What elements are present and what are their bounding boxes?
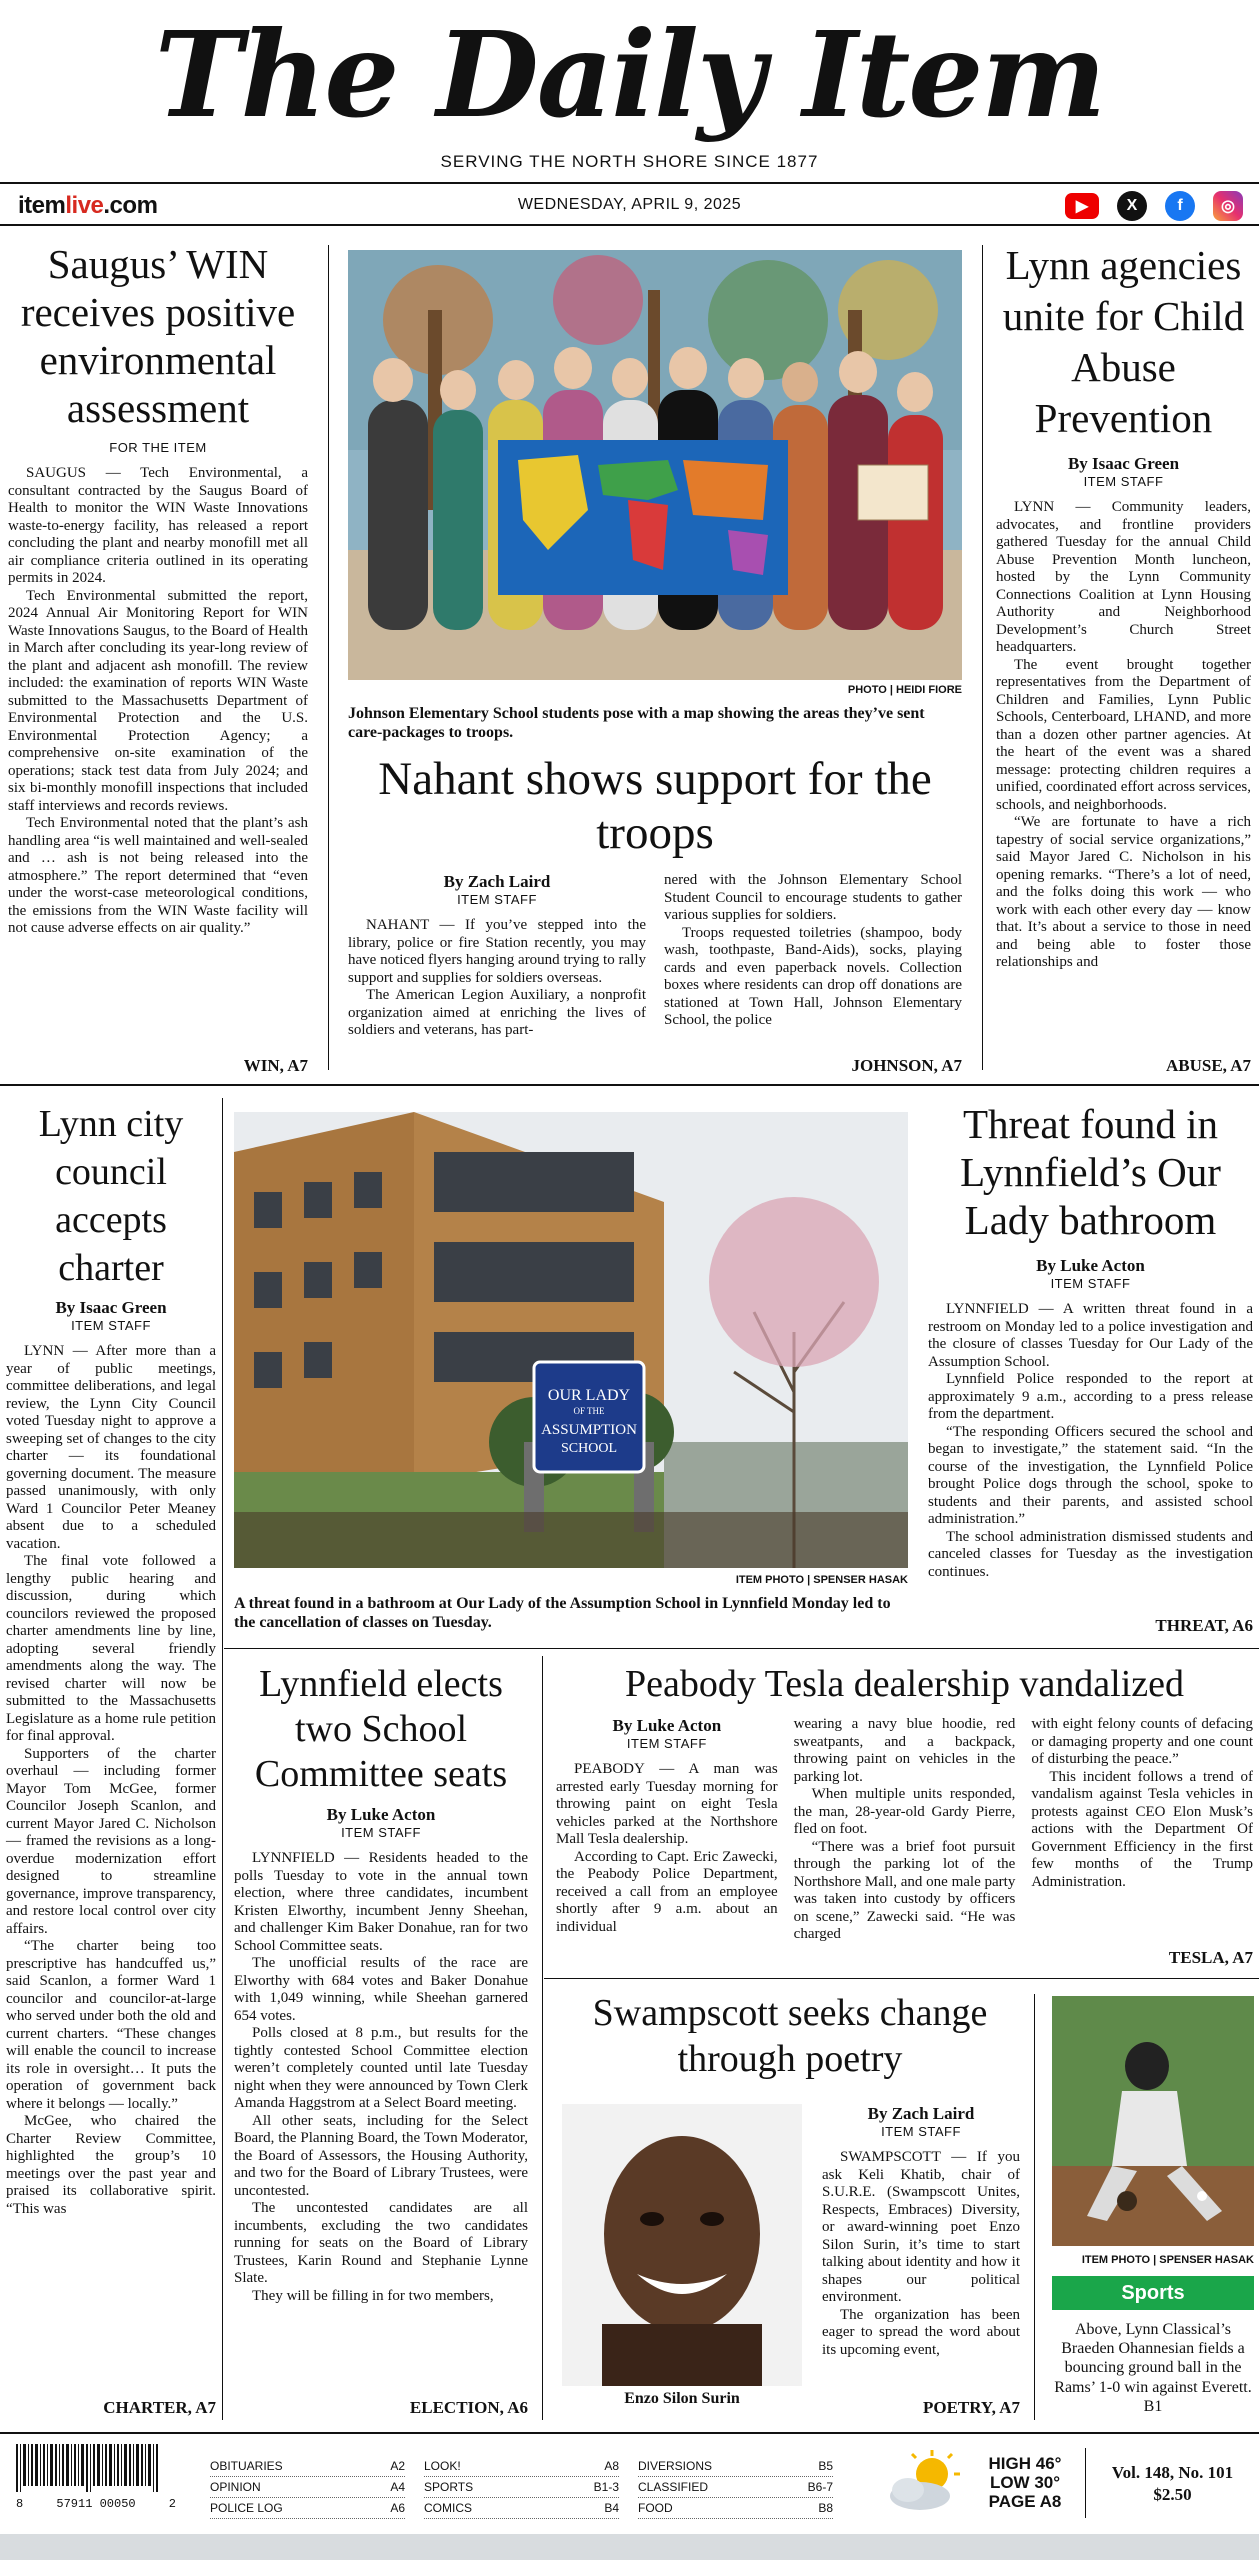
photo-credit: ITEM PHOTO | SPENSER HASAK [1081, 2254, 1254, 2266]
byline: By Zach Laird [443, 872, 551, 891]
baseball-photo-image [1052, 1996, 1254, 2246]
paragraph: All other seats, including for the Select Board, the Planning Board, the Town Moderator, the Board of Assessors, the Housing Authority, and two for the Board of Library Trustees, were uncontested. [234, 2112, 528, 2199]
section-divider [224, 1648, 1259, 1649]
paragraph: The unofficial results of the race are Elworthy with 684 votes and Baker Donahue with 1,049 winning, while Sheehan garnered 654 votes. [234, 1955, 528, 2024]
newspaper-tagline: SERVING THE NORTH SHORE SINCE 1877 [440, 152, 819, 171]
column-divider [982, 245, 983, 1070]
photo-caption: A threat found in a bathroom at Our Lady of the Assumption School in Lynnfield Monday led to the cancellation of classes on Tuesday. [234, 1595, 891, 1632]
paragraph: This incident follows a trend of vandalism against Tesla vehicles in protests against CEO Elon Musk’s actions with the Department Of Government Efficiency in the first few months of the Trump Administration. [1031, 1768, 1254, 1890]
school-photo-image [234, 1112, 908, 1568]
headline[interactable]: Lynn city council accepts charter [38, 1103, 184, 1289]
paragraph: When multiple units responded, the man, 28-year-old Gardy Pierre, fled on foot. [793, 1786, 1016, 1837]
jump-link[interactable]: ELECTION, A6 [409, 2398, 528, 2417]
story-lynnfield-threat [928, 1100, 1253, 1636]
social-links [1065, 191, 1243, 221]
sign-text: OUR LADY [547, 1387, 631, 1404]
instagram-icon[interactable]: ◎ [1213, 191, 1243, 221]
weather-low: LOW 30° [989, 2473, 1061, 2492]
paragraph: LYNNFIELD — Residents headed to the polls Tuesday to vote in the annual town election, where three candidates, incumbent Kristen Elworthy, incumbent Jenny Sheehan, and challenger Kim Baker Donahue, ran for two School Committee seats. [234, 1850, 528, 1954]
headline[interactable]: Lynnfield elects two School Committee seats [254, 1663, 508, 1795]
barcode-icon [16, 2444, 161, 2492]
photo-enzo-silon-surin[interactable] [562, 2104, 802, 2386]
paragraph: PEABODY — A man was arrested early Tuesday morning for throwing paint on eight Tesla vehicles parked at the Northshore Mall Tesla dealership. [556, 1761, 778, 1847]
article-body [822, 2149, 1020, 2359]
paragraph: SWAMPSCOTT — If you ask Keli Khatib, chair of S.U.R.E. (Swampscott Unites, Respects, Embraces) Diversity, or award-winning poet Enzo Silon Surin, it’s time to start talking about identity and how it shapes our political environment. [822, 2149, 1020, 2305]
paragraph: The organization has been eager to spread the word about its upcoming event, [822, 2306, 1020, 2358]
column-divider [222, 1098, 223, 2420]
paragraph: Lynnfield Police responded to the report at approximately 9 a.m., according to a press release from the department. [928, 1371, 1253, 1422]
jump-link[interactable]: ABUSE, A7 [1165, 1056, 1251, 1075]
youtube-icon[interactable]: ▶ [1065, 193, 1099, 219]
index-entry[interactable]: POLICE LOG A6 [210, 2498, 405, 2519]
index-entry[interactable]: COMICS B4 [424, 2498, 619, 2519]
weather-summary[interactable] [975, 2454, 1075, 2511]
photo-credit: PHOTO | HEIDI FIORE [847, 684, 962, 696]
jump-link[interactable]: CHARTER, A7 [103, 2398, 216, 2417]
issue-price: $2.50 [1153, 2485, 1192, 2504]
byline: By Luke Acton [326, 1805, 436, 1824]
article-body [8, 465, 308, 938]
paragraph: LYNN — Community leaders, advocates, and frontline providers gathered Tuesday for the annual Child Abuse Prevention Month luncheon, hosted by the Lynn Community Connections Coalition at Lynn Housing Authority and Neighborhood Development’s Church Street headquarters. [996, 499, 1251, 655]
byline-staff: ITEM STAFF [341, 1825, 421, 1840]
top-bar [0, 182, 1259, 226]
logo-text-item: item [18, 192, 66, 219]
column-divider [1034, 1994, 1035, 2420]
headline[interactable]: Nahant shows support for the troops [378, 753, 932, 859]
logo-text-domain: .com [103, 192, 158, 219]
column-divider [328, 245, 329, 1070]
students-photo-image [348, 250, 962, 680]
paragraph: Supporters of the charter overhaul — including former Mayor Tom McGee, former Councilor Joseph Scanlon, and current Mayor Jared C. Nicholson — framed the revisions as a long-overdue modernization effort designed to streamline governance, improve transparency, and restore local control over city affairs. [6, 1745, 216, 1937]
story-nahant-troops [348, 752, 962, 1076]
paragraph: LYNNFIELD — A written threat found in a restroom on Monday led to a police investigation and the closure of classes Tuesday for Our Lady of the Assumption School. [928, 1301, 1253, 1370]
footer-bar [0, 2432, 1259, 2532]
jump-link[interactable]: POETRY, A7 [922, 2398, 1020, 2417]
sports-teaser [1052, 1996, 1254, 2420]
paragraph: The uncontested candidates are all incumbents, excluding the two candidates running for seats on the Board of Library Trustees, Karin Round and Stephanie Lynne Slate. [234, 2200, 528, 2286]
story-swampscott-poetry [560, 1990, 1020, 2418]
paragraph: “We are fortunate to have a rich tapestry of social service organizations,” said Mayor Jared C. Nicholson in his opening remarks. “There’s a lot of need, and the folks doing this work — who work with each other every day — know that. It’s about a service to those in need and being able to foster those relationships and [996, 814, 1251, 970]
story-peabody-tesla [556, 1662, 1253, 1968]
paragraph: The American Legion Auxiliary, a nonprofit organization aimed at enriching the lives of soldiers and veterans, has part- [348, 987, 646, 1038]
article-body [234, 1850, 528, 2305]
byline: By Isaac Green [1067, 454, 1180, 473]
paragraph: Troops requested toiletries (shampoo, body wash, toothpaste, Band-Aids), socks, playing cards and even paperback novels. Collection boxes where residents can drop off donations are stationed at Town Hall, Johnson Elementary School, the police [664, 924, 962, 1028]
barcode-digit: 2 [168, 2497, 176, 2511]
volume-number: Vol. 148, No. 101 [1111, 2463, 1234, 2482]
index-entry[interactable]: FOOD B8 [638, 2498, 833, 2519]
paragraph: “The charter being too prescriptive has handcuffed us,” said Scanlon, a former Ward 1 councilor and councilor-at-large who served under both the old and current charters. “These changes will enable the council to increase its role in oversight… It puts the operation of government back where it belongs — locally.” [6, 1938, 216, 2112]
weather-high: HIGH 46° [988, 2454, 1062, 2473]
article-body [794, 1716, 1016, 1944]
headline[interactable]: Swampscott seeks change through poetry [592, 1992, 988, 2080]
paragraph: The event brought together representatives from the Department of Children and Families, Lynn Public Schools, Centerboard, LHAND, and more than a dozen other partner agencies. At the heart of the event was a shared message: protecting children requires a unified, coordinated effort across services, schools, and neighborhoods. [996, 656, 1251, 813]
paragraph: Tech Environmental noted that the plant’s ash handling area “is well maintained and well-sealed and … ash is not being released into the atmosphere.” The report determined that “even under the worst-case meteorological conditions, the emissions from the WIN Waste facility will not cause adverse effects on air quality.” [8, 815, 308, 936]
paragraph: McGee, who chaired the Charter Review Committee, highlighted the group’s 10 meetings over the past year and praised its collaborative spirit. “This was [6, 2113, 216, 2217]
index-entry[interactable]: LOOK! A8 [424, 2456, 619, 2477]
paragraph: wearing a navy blue hoodie, red sweatpants, and a backpack, throwing paint on vehicles in the parking lot. [793, 1716, 1016, 1785]
sports-section-badge[interactable]: Sports [1052, 2276, 1254, 2310]
paragraph: Polls closed at 8 p.m., but results for the tightly contested School Committee election weren’t completely counted until late Tuesday night when they were announced by Town Clerk Amanda Haggstrom at a Select Board meeting. [234, 2025, 528, 2111]
jump-link[interactable]: TESLA, A7 [1168, 1948, 1253, 1967]
article-body [6, 1343, 216, 2218]
issue-info [1095, 2462, 1250, 2506]
paragraph: Tech Environmental submitted the report, 2024 Annual Air Monitoring Report for WIN Waste Innovations Saugus, to the Board of Health in March after concluding its year-long review of the plant and adjacent ash monofill. The review included: the examination of reports WIN Waste submitted to the Massachusetts Department of Environmental Protection and the U.S. Environmental Protection Agency; a comprehensive on-site examination of the operations; stack test data from July 2024; and six bi-monthly monofill inspections that included staff interviews and records reviews. [8, 587, 308, 814]
headline[interactable]: Saugus’ WIN receives positive environmental assessment [20, 241, 296, 431]
byline: By Luke Acton [1036, 1256, 1145, 1275]
paragraph: nered with the Johnson Elementary School Student Council to encourage students to gather various supplies for soldiers. [664, 872, 962, 923]
x-icon[interactable]: X [1117, 191, 1147, 221]
paragraph: The school administration dismissed students and canceled classes for Tuesday as the investigation continues. [928, 1528, 1253, 1580]
weather-page: PAGE A8 [988, 2492, 1062, 2511]
sign-text: ASSUMPTION [541, 1422, 637, 1438]
paragraph: LYNN — After more than a year of public meetings, committee deliberations, and legal review, the Lynn City Council voted Tuesday night to approve a sweeping set of changes to the city charter — its foundational governing document. The measure passed unanimously, with only Ward 1 Councilor Peter Meaney absent due to a scheduled vacation. [6, 1343, 216, 1552]
sports-caption: Above, Lynn Classical’s Braeden Ohannesian fields a bouncing ground ball in the Rams’ 1-0 win against Everett. B1 [1054, 2321, 1252, 2415]
headline[interactable]: Lynn agencies unite for Child Abuse Prevention [1002, 242, 1245, 441]
byline-staff: ITEM STAFF [626, 1736, 707, 1751]
story-lynnfield-election [234, 1662, 528, 2418]
jump-link[interactable]: JOHNSON, A7 [851, 1056, 962, 1075]
issue-date: WEDNESDAY, APRIL 9, 2025 [517, 196, 742, 213]
section-divider [0, 1084, 1259, 1086]
sign-text: SCHOOL [560, 1441, 618, 1456]
paragraph: “The responding Officers secured the school and began to investigate,” the statement said. “In the course of the investigation, the Lynnfield Police brought Police dogs through the school, spoke to students and their parents, and assisted school administration.” [928, 1423, 1253, 1527]
section-divider [544, 1978, 1259, 1979]
byline-staff: ITEM STAFF [881, 2124, 961, 2139]
article-body [348, 917, 646, 1040]
headline[interactable]: Peabody Tesla dealership vandalized [624, 1663, 1185, 1705]
photo-credit: ITEM PHOTO | SPENSER HASAK [735, 1574, 908, 1586]
story-lynn-agencies [996, 240, 1251, 1076]
headline[interactable]: Threat found in Lynnfield’s Our Lady bathroom [960, 1101, 1221, 1243]
article-body [996, 499, 1251, 972]
newspaper-title: The Daily Item [154, 5, 1105, 144]
paragraph: with eight felony counts of defacing or damaging property and one count of disturbing the peace.” [1031, 1716, 1254, 1767]
paragraph: “There was a brief foot pursuit through the parking lot of the Northshore Mall, and one male party was taken into custody by officers on scene,” Zawecki said. “He was charged [793, 1838, 1016, 1942]
byline-staff: ITEM STAFF [71, 1318, 151, 1333]
paragraph: They will be filling in for two members, [252, 2287, 494, 2304]
photo-students-map[interactable] [348, 250, 962, 680]
byline: By Isaac Green [55, 1298, 167, 1317]
paragraph: According to Capt. Eric Zawecki, the Peabody Police Department, received a call from an employee shortly after 9 a.m. about an individual [556, 1848, 778, 1935]
index-entry[interactable]: OPINION A4 [210, 2477, 405, 2498]
logo-text-live: live [65, 192, 104, 219]
column-divider [542, 1656, 543, 2420]
byline: By Luke Acton [612, 1716, 722, 1735]
byline-staff: ITEM STAFF [457, 892, 537, 907]
article-body [1031, 1716, 1253, 1891]
index-entry[interactable]: CLASSIFIED B6-7 [638, 2477, 833, 2498]
byline-staff: ITEM STAFF [1050, 1276, 1131, 1291]
photo-baseball[interactable] [1052, 1996, 1254, 2246]
masthead [0, 0, 1259, 180]
barcode [16, 2444, 176, 2514]
jump-link[interactable]: WIN, A7 [243, 1056, 308, 1075]
bottom-band [0, 2534, 1259, 2560]
photo-our-lady-school[interactable] [234, 1112, 908, 1568]
footer-divider [1085, 2448, 1086, 2518]
byline: By Zach Laird [867, 2104, 975, 2123]
weather-partly-sunny-icon [880, 2446, 970, 2516]
story-lynn-charter [6, 1100, 216, 2418]
article-body [664, 872, 962, 1030]
jump-link[interactable]: THREAT, A6 [1155, 1616, 1253, 1635]
index-entry[interactable]: SPORTS B1-3 [424, 2477, 619, 2498]
article-body [556, 1761, 778, 1936]
article-body [928, 1301, 1253, 1581]
byline-staff: ITEM STAFF [1083, 474, 1164, 489]
index-entry[interactable]: OBITUARIES A2 [210, 2456, 405, 2477]
byline: FOR THE ITEM [109, 440, 207, 455]
barcode-digit: 8 [16, 2497, 24, 2511]
story-saugus-win [8, 240, 308, 1076]
facebook-icon[interactable]: f [1165, 191, 1195, 221]
paragraph: SAUGUS — Tech Environmental, a consultant contracted by the Saugus Board of Health to monitor the WIN Waste Innovations waste-to-energy facility, has released a report concluding the plant and nearby monofill met all air compliance criteria outlined in its operating permits in 2024. [8, 465, 308, 586]
index-entry[interactable]: DIVERSIONS B5 [638, 2456, 833, 2477]
paragraph: NAHANT — If you’ve stepped into the library, police or fire Station recently, you may have noticed flyers hanging around trying to rally support and supplies for soldiers overseas. [348, 917, 646, 986]
index-column [638, 2456, 833, 2519]
index-column [210, 2456, 405, 2519]
barcode-digit: 57911 00050 [56, 2497, 136, 2511]
portrait-image [562, 2104, 802, 2386]
photo-caption: Enzo Silon Surin [624, 2390, 740, 2407]
index-column [424, 2456, 619, 2519]
paragraph: The final vote followed a lengthy public hearing and discussion, during which councilors reviewed the proposed charter amendments line by line, adopting several friendly amendments along the way. The revised charter will now be submitted to the Massachusetts Legislature as a home rule petition for final approval. [6, 1553, 216, 1744]
sign-text: OF THE [573, 1406, 605, 1416]
photo-caption: Johnson Elementary School students pose with a map showing the areas they’ve sent care-packages to troops. [348, 705, 925, 742]
